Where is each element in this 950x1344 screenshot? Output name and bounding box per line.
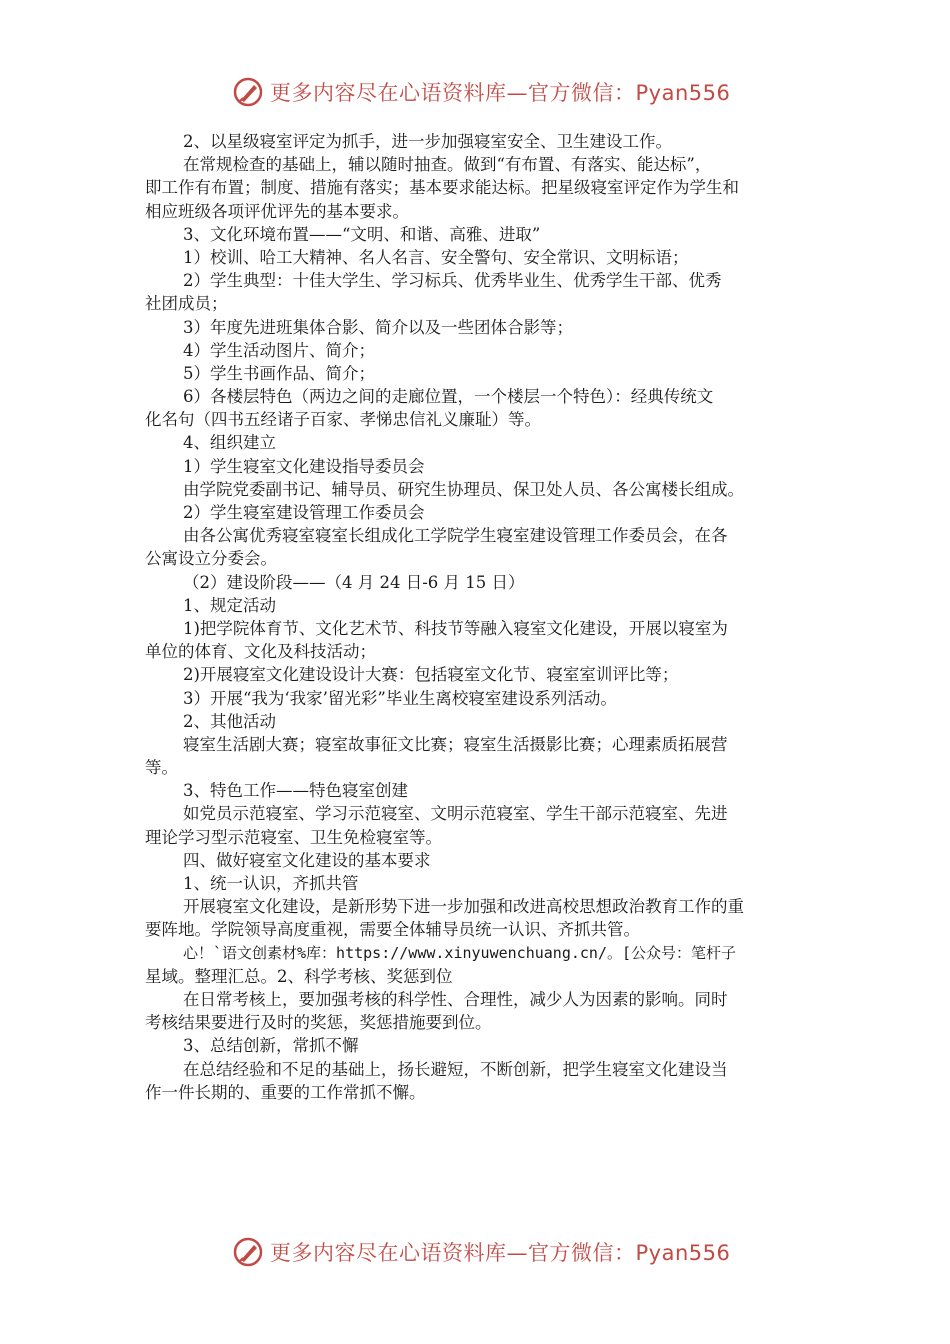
paragraph-line: 3、特色工作——特色寝室创建: [183, 781, 408, 801]
paragraph-line: 1）校训、哈工大精神、名人名言、安全警句、安全常识、文明标语；: [183, 247, 689, 267]
paragraph-line: 星域。整理汇总。2、科学考核、奖惩到位: [145, 966, 453, 986]
paragraph-line: 2、以星级寝室评定为抓手，进一步加强寝室安全、卫生建设工作。: [183, 132, 672, 151]
paragraph-line: 2、其他活动: [183, 711, 276, 731]
footer-watermark-banner: [232, 1232, 730, 1272]
paragraph-line: 6）各楼层特色（两边之间的走廊位置，一个楼层一个特色）：经典传统文: [183, 387, 714, 407]
paragraph-line: 理论学习型示范寝室、卫生免检寝室等。: [145, 827, 442, 847]
paragraph-line: 四、做好寝室文化建设的基本要求: [183, 850, 431, 870]
paragraph-line: 社团成员；: [145, 294, 228, 314]
paragraph-line: 3、文化环境布置——“文明、和谐、高雅、进取”: [183, 224, 541, 244]
paragraph-line: 3、总结创新，常抓不懈: [183, 1036, 359, 1056]
paragraph-line: 开展寝室文化建设，是新形势下进一步加强和改进高校思想政治教育工作的重: [183, 897, 744, 917]
paragraph-line: （2）建设阶段——（4 月 24 日-6 月 15 日）: [183, 572, 525, 592]
footer-banner-text: 更多内容尽在心语资料库—官方微信：Pyan556: [270, 1241, 731, 1265]
paragraph-line: 2）学生典型：十佳大学生、学习标兵、优秀毕业生、优秀学生干部、优秀: [183, 271, 722, 291]
paragraph-line: 2)开展寝室文化建设设计大赛：包括寝室文化节、寝室室训评比等；: [183, 665, 679, 685]
paragraph-line: 考核结果要进行及时的奖惩，奖惩措施要到位。: [145, 1013, 492, 1033]
paragraph-line: 公寓设立分委会。: [145, 549, 277, 569]
paragraph-line: 在总结经验和不足的基础上，扬长避短，不断创新，把学生寝室文化建设当: [183, 1059, 728, 1079]
paragraph-line: 3）年度先进班集体合影、简介以及一些团体合影等；: [183, 317, 573, 337]
paragraph-line: 4）学生活动图片、简介；: [183, 340, 375, 360]
paragraph-line: 在日常考核上，要加强考核的科学性、合理性，减少人为因素的影响。同时: [183, 989, 728, 1009]
paragraph-line: 由各公寓优秀寝室寝室长组成化工学院学生寝室建设管理工作委员会，在各: [183, 526, 728, 546]
paragraph-line: 1、统一认识，齐抓共管: [183, 874, 359, 893]
paragraph-line: 化名句（四书五经诸子百家、孝悌忠信礼义廉耻）等。: [145, 410, 541, 430]
paragraph-line: 相应班级各项评优评先的基本要求。: [145, 201, 409, 221]
paragraph-line: 如党员示范寝室、学习示范寝室、文明示范寝室、学生干部示范寝室、先进: [183, 804, 728, 824]
paragraph-line: 寝室生活剧大赛；寝室故事征文比赛；寝室生活摄影比赛；心理素质拓展营: [183, 734, 728, 754]
paragraph-line: 作一件长期的、重要的工作常抓不懈。: [145, 1082, 426, 1102]
paragraph-line: 即工作有布置；制度、措施有落实；基本要求能达标。把星级寝室评定作为学生和: [145, 178, 739, 198]
paragraph-line: 由学院党委副书记、辅导员、研究生协理员、保卫处人员、各公寓楼长组成。: [183, 479, 744, 499]
quill-logo-icon: [232, 1236, 264, 1268]
paragraph-line: 3）开展“我为‘我家’留光彩”毕业生离校寝室建设系列活动。: [183, 688, 617, 708]
paragraph-line: 心！`语文创素材%库：https://www.xinyuwenchuang.cn/。[公众号：笔杆子: [183, 943, 737, 962]
paragraph-line: 1)把学院体育节、文化艺术节、科技节等融入寝室文化建设，开展以寝室为: [183, 618, 728, 638]
paragraph-line: 5）学生书画作品、简介；: [183, 363, 375, 383]
paragraph-line: 4、组织建立: [183, 433, 276, 453]
paragraph-line: 1、规定活动: [183, 595, 276, 615]
paragraph-line: 1）学生寝室文化建设指导委员会: [183, 456, 425, 476]
paragraph-line: 2）学生寝室建设管理工作委员会: [183, 503, 425, 522]
header-banner-text: 更多内容尽在心语资料库—官方微信：Pyan556: [270, 81, 731, 105]
quill-logo-icon: [232, 76, 264, 108]
paragraph-line: 在常规检查的基础上，辅以随时抽查。做到“有布置、有落实、能达标”，: [183, 155, 712, 175]
header-watermark-banner: [232, 72, 730, 112]
document-body: [145, 130, 810, 1104]
paragraph-line: 单位的体育、文化及科技活动；: [145, 642, 376, 662]
paragraph-line: 要阵地。学院领导高度重视，需要全体辅导员统一认识、齐抓共管。: [145, 920, 640, 940]
paragraph-line: 等。: [145, 758, 178, 778]
